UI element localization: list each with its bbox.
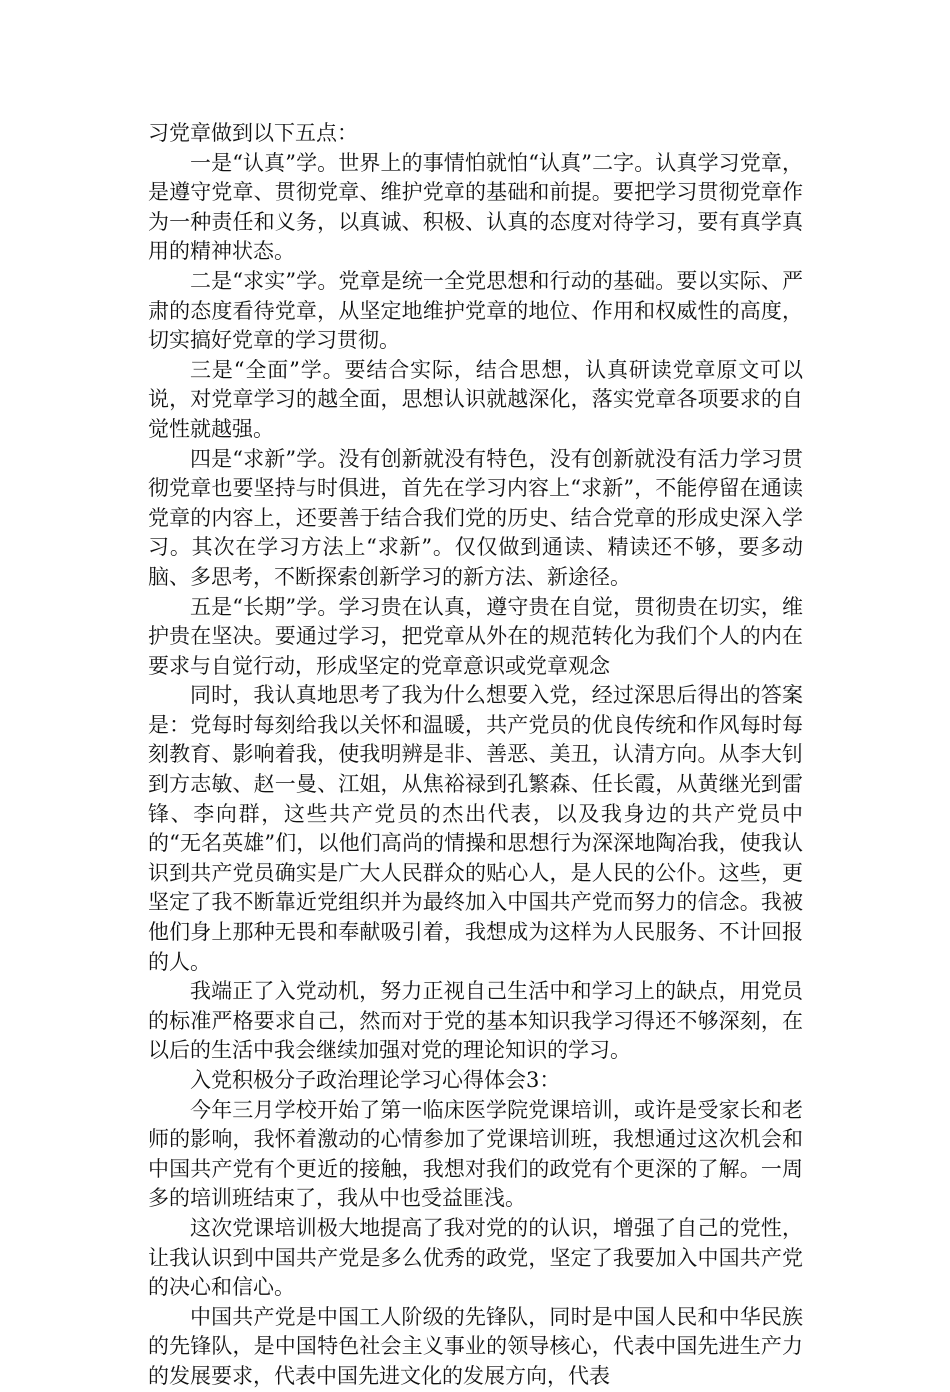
- paragraph-8: 我端正了入党动机，努力正视自己生活中和学习上的缺点，用党员的标准严格要求自己，然而对于党的基本知识我学习得还不够深刻，在以后的生活中我会继续加强对党的理论知识的学习。: [148, 979, 803, 1063]
- paragraph-12: 中国共产党是中国工人阶级的先锋队，同时是中国人民和中华民族的先锋队，是中国特色社会主义事业的领导核心，代表中国先进生产力的发展要求，代表中国先进文化的发展方向，代表: [148, 1304, 803, 1388]
- paragraph-10: 今年三月学校开始了第一临床医学院党课培训，或许是受家长和老师的影响，我怀着激动的心情参加了党课培训班，我想通过这次机会和中国共产党有个更近的接触，我想对我们的政党有个更深的了解。一周多的培训班结束了，我从中也受益匪浅。: [148, 1097, 803, 1211]
- paragraph-11: 这次党课培训极大地提高了我对党的的认识，增强了自己的党性，让我认识到中国共产党是多么优秀的政党，坚定了我要加入中国共产党的决心和信心。: [148, 1215, 803, 1300]
- paragraph-1: 习党章做到以下五点：: [148, 121, 358, 145]
- paragraph-2: 一是“认真”学。世界上的事情怕就怕“认真”二字。认真学习党章，是遵守党章、贯彻党章、维护党章的基础和前提。要把学习贯彻党章作为一种责任和义务，以真诚、积极、认真的态度对待学习，要有真学真用的精神状态。: [148, 150, 803, 264]
- document-body: [148, 119, 803, 1392]
- paragraph-7: 同时，我认真地思考了我为什么想要入党，经过深思后得出的答案是：党每时每刻给我以关怀和温暖，共产党员的优良传统和作风每时每刻教育、影响着我，使我明辨是非、善恶、美丑，认清方向。从李大钊到方志敏、赵一曼、江姐，从焦裕禄到孔繁森、任长霞，从黄继光到雷锋、李向群，这些共产党员的杰出代表，以及我身边的共产党员中的“无名英雄”们，以他们高尚的情操和思想行为深深地陶冶我，使我认识到共产党员确实是广大人民群众的贴心人，是人民的公仆。这些，更坚定了我不断靠近党组织并为最终加入中国共产党而努力的信念。我被他们身上那种无畏和奉献吸引着，我想成为这样为人民服务、不计回报的人。: [148, 683, 803, 974]
- paragraph-6: 五是“长期”学。学习贵在认真，遵守贵在自觉，贯彻贵在切实，维护贵在坚决。要通过学习，把党章从外在的规范转化为我们个人的内在要求与自觉行动，形成坚定的党章意识或党章观念: [148, 594, 803, 678]
- paragraph-3: 二是“求实”学。党章是统一全党思想和行动的基础。要以实际、严肃的态度看待党章，从坚定地维护党章的地位、作用和权威性的高度，切实搞好党章的学习贯彻。: [148, 268, 803, 353]
- paragraph-5: 四是“求新”学。没有创新就没有特色，没有创新就没有活力学习贯彻党章也要坚持与时俱进，首先在学习内容上“求新”，不能停留在通读党章的内容上，还要善于结合我们党的历史、结合党章的形成史深入学习。其次在学习方法上“求新”。仅仅做到通读、精读还不够，要多动脑、多思考，不断探索创新学习的新方法、新途径。: [148, 446, 803, 589]
- section-heading: 入党积极分子政治理论学习心得体会3：: [190, 1068, 561, 1092]
- paragraph-4: 三是“全面”学。要结合实际，结合思想，认真研读党章原文可以说，对党章学习的越全面，思想认识就越深化，落实党章各项要求的自觉性就越强。: [148, 357, 803, 441]
